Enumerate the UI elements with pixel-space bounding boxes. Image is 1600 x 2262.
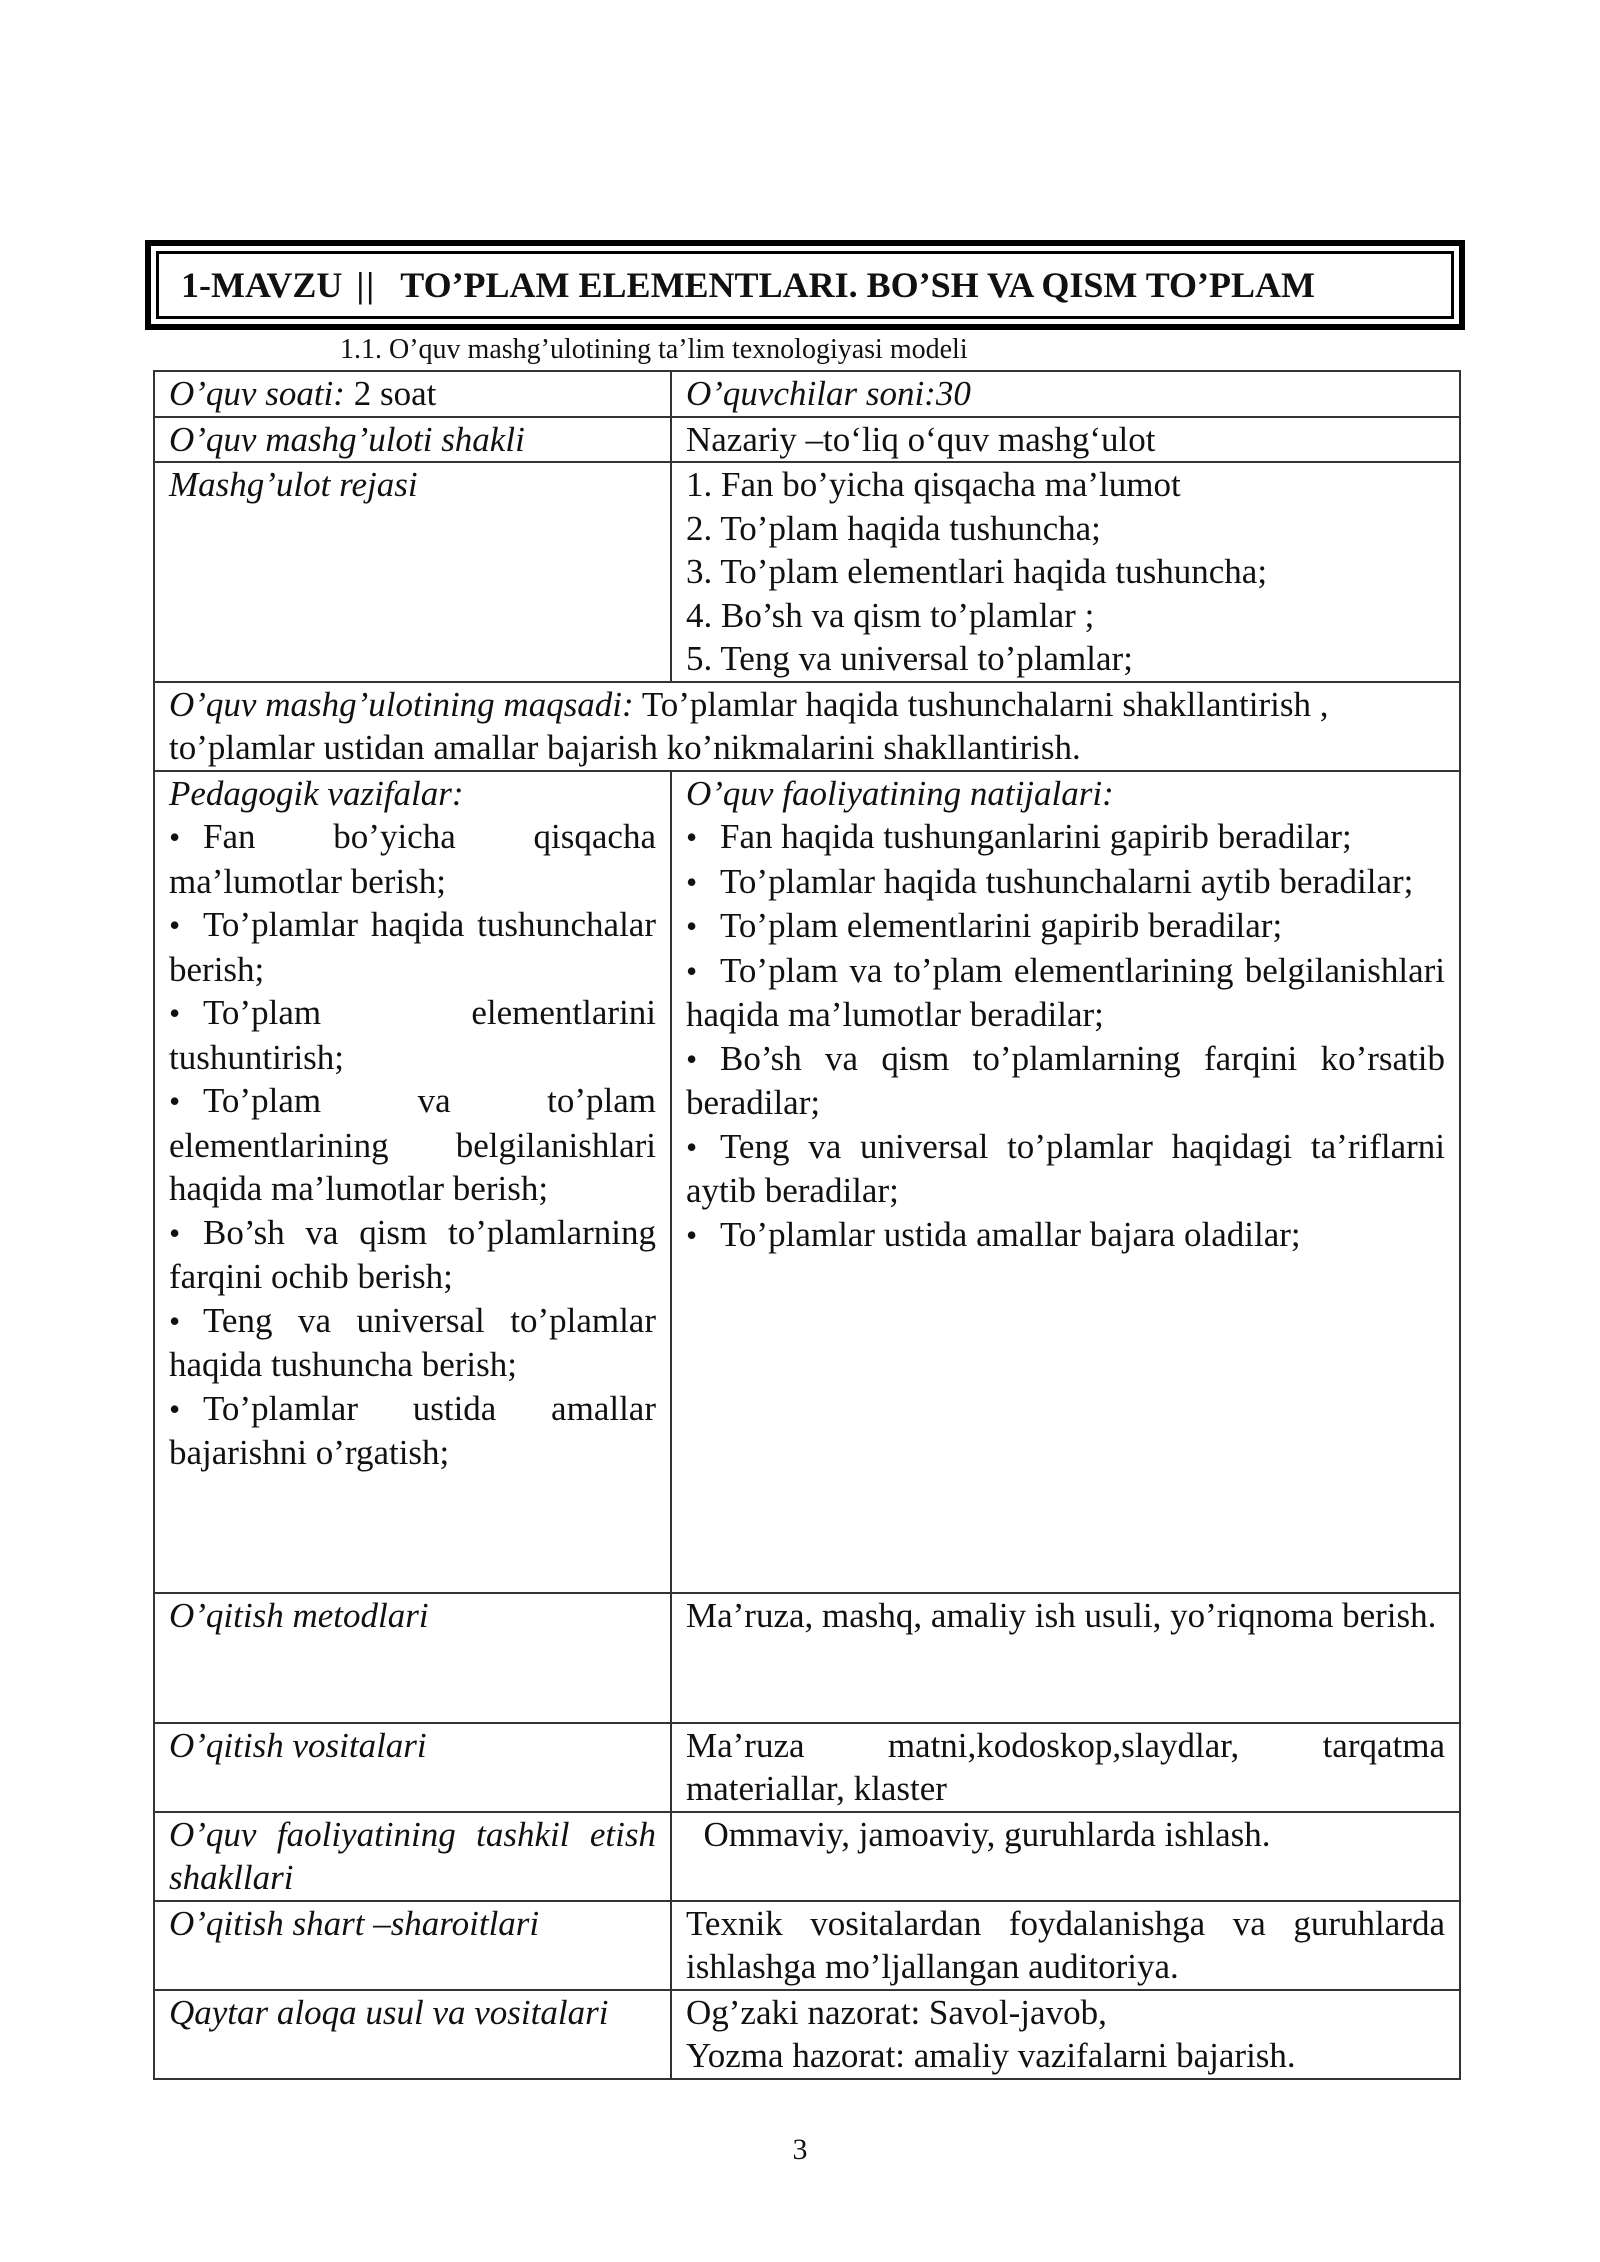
- list-item: 3. To’plam elementlari haqida tushuncha;: [686, 552, 1268, 591]
- list-item: • Fan haqida tushunganlarini gapirib beradilar;: [686, 815, 1445, 860]
- lesson-model-table: [153, 370, 1461, 2080]
- tasks-label: Pedagogik vazifalar:: [169, 773, 464, 813]
- list-item: • To’plamlar ustida amallar bajarishni o’rgatish;: [169, 1387, 656, 1475]
- list-item: 2. To’plam haqida tushuncha;: [686, 508, 1101, 548]
- list-item: • Fan bo’yicha qisqacha ma’lumotlar berish;: [169, 815, 656, 903]
- goal-cell: [154, 682, 1460, 771]
- plan-items: [671, 462, 1460, 682]
- feedback-label: Qaytar aloqa usul va vositalari: [154, 1990, 671, 2079]
- hours-cell: [154, 371, 671, 417]
- table-row: [154, 1990, 1460, 2079]
- org-value: Ommaviy, jamoaviy, guruhlarda ishlash.: [671, 1812, 1460, 1901]
- table-row: [154, 462, 1460, 682]
- topic-banner-inner: [156, 251, 1454, 319]
- table-row: [154, 1593, 1460, 1723]
- tasks-list: [169, 815, 656, 1475]
- table-row: [154, 371, 1460, 417]
- list-item: • To’plamlar ustida amallar bajara oladilar;: [686, 1213, 1445, 1258]
- list-item: 1. Fan bo’yicha qisqacha ma’lumot: [686, 465, 1181, 504]
- table-row: [154, 1812, 1460, 1901]
- list-item: • Bo’sh va qism to’plamlarning farqini ko’rsatib beradilar;: [686, 1037, 1445, 1125]
- results-list: [686, 815, 1445, 1257]
- table-row: [154, 1901, 1460, 1990]
- goal-label: O’quv mashg’ulotining maqsadi:: [169, 684, 634, 724]
- list-item: 5. Teng va universal to’plamlar;: [686, 639, 1133, 678]
- results-label: O’quv faoliyatining natijalari:: [686, 773, 1114, 813]
- hours-value: 2 soat: [344, 374, 437, 413]
- table-row: [154, 417, 1460, 463]
- page-number: 3: [792, 2133, 808, 2166]
- table-row: [154, 771, 1460, 1593]
- hours-label: O’quv soati:: [169, 374, 345, 413]
- list-item: • To’plam va to’plam elementlarining belgilanishlari haqida ma’lumotlar berish;: [169, 1079, 656, 1211]
- methods-value: Ma’ruza, mashq, amaliy ish usuli, yo’riqnoma berish.: [671, 1593, 1460, 1723]
- list-item: • Teng va universal to’plamlar haqidagi ta’riflarni aytib beradilar;: [686, 1125, 1445, 1213]
- tools-label: O’qitish vositalari: [154, 1723, 671, 1812]
- feedback-cell: [671, 1990, 1460, 2079]
- table-row: [154, 1723, 1460, 1812]
- topic-number: 1-MAVZU: [181, 265, 343, 305]
- topic-separator: ||: [356, 265, 377, 305]
- topic-banner: [145, 240, 1465, 330]
- list-item: • To’plamlar haqida tushunchalarni aytib beradilar;: [686, 860, 1445, 905]
- students-cell: [671, 371, 1460, 417]
- conditions-value: Texnik vositalardan foydalanishga va guruhlarda ishlashga mo’ljallangan auditoriya.: [671, 1901, 1460, 1990]
- results-cell: [671, 771, 1460, 1593]
- list-item: • Teng va universal to’plamlar haqida tushuncha berish;: [169, 1299, 656, 1387]
- list-item: • Bo’sh va qism to’plamlarning farqini ochib berish;: [169, 1211, 656, 1299]
- table-row: [154, 682, 1460, 771]
- tools-value: Ma’ruza matni,kodoskop,slaydlar, tarqatma materiallar, klaster: [671, 1723, 1460, 1812]
- list-item: 4. Bo’sh va qism to’plamlar ;: [686, 595, 1095, 635]
- plan-label: Mashg’ulot rejasi: [154, 462, 671, 682]
- form-label: O’quv mashg’uloti shakli: [154, 417, 671, 463]
- list-item: • To’plam elementlarini tushuntirish;: [169, 991, 656, 1079]
- list-item: • To’plam elementlarini gapirib beradilar;: [686, 904, 1445, 949]
- conditions-label: O’qitish shart –sharoitlari: [154, 1901, 671, 1990]
- list-item: • To’plam va to’plam elementlarining belgilanishlari haqida ma’lumotlar beradilar;: [686, 949, 1445, 1037]
- tasks-cell: [154, 771, 671, 1593]
- feedback-oral: Og’zaki nazorat: Savol-javob,: [686, 1992, 1107, 2032]
- feedback-written: Yozma hazorat: amaliy vazifalarni bajarish.: [686, 2036, 1296, 2075]
- methods-label: O’qitish metodlari: [154, 1593, 671, 1723]
- goal-value: To’plamlar haqida tushunchalarni shakllantirish , to’plamlar ustidan amallar bajarish ko’nikmalarini shakllantirish.: [169, 684, 1329, 767]
- section-subtitle: 1.1. O’quv mashg’ulotining ta’lim texnologiyasi modeli: [340, 334, 968, 365]
- org-label: O’quv faoliyatining tashkil etish shakllari: [154, 1812, 671, 1901]
- students-count: O’quvchilar soni:30: [686, 374, 971, 413]
- form-value: Nazariy –to‘liq o‘quv mashg‘ulot: [671, 417, 1460, 463]
- topic-title: TO’PLAM ELEMENTLARI. BO’SH VA QISM TO’PLAM: [400, 265, 1316, 305]
- list-item: • To’plamlar haqida tushunchalar berish;: [169, 903, 656, 991]
